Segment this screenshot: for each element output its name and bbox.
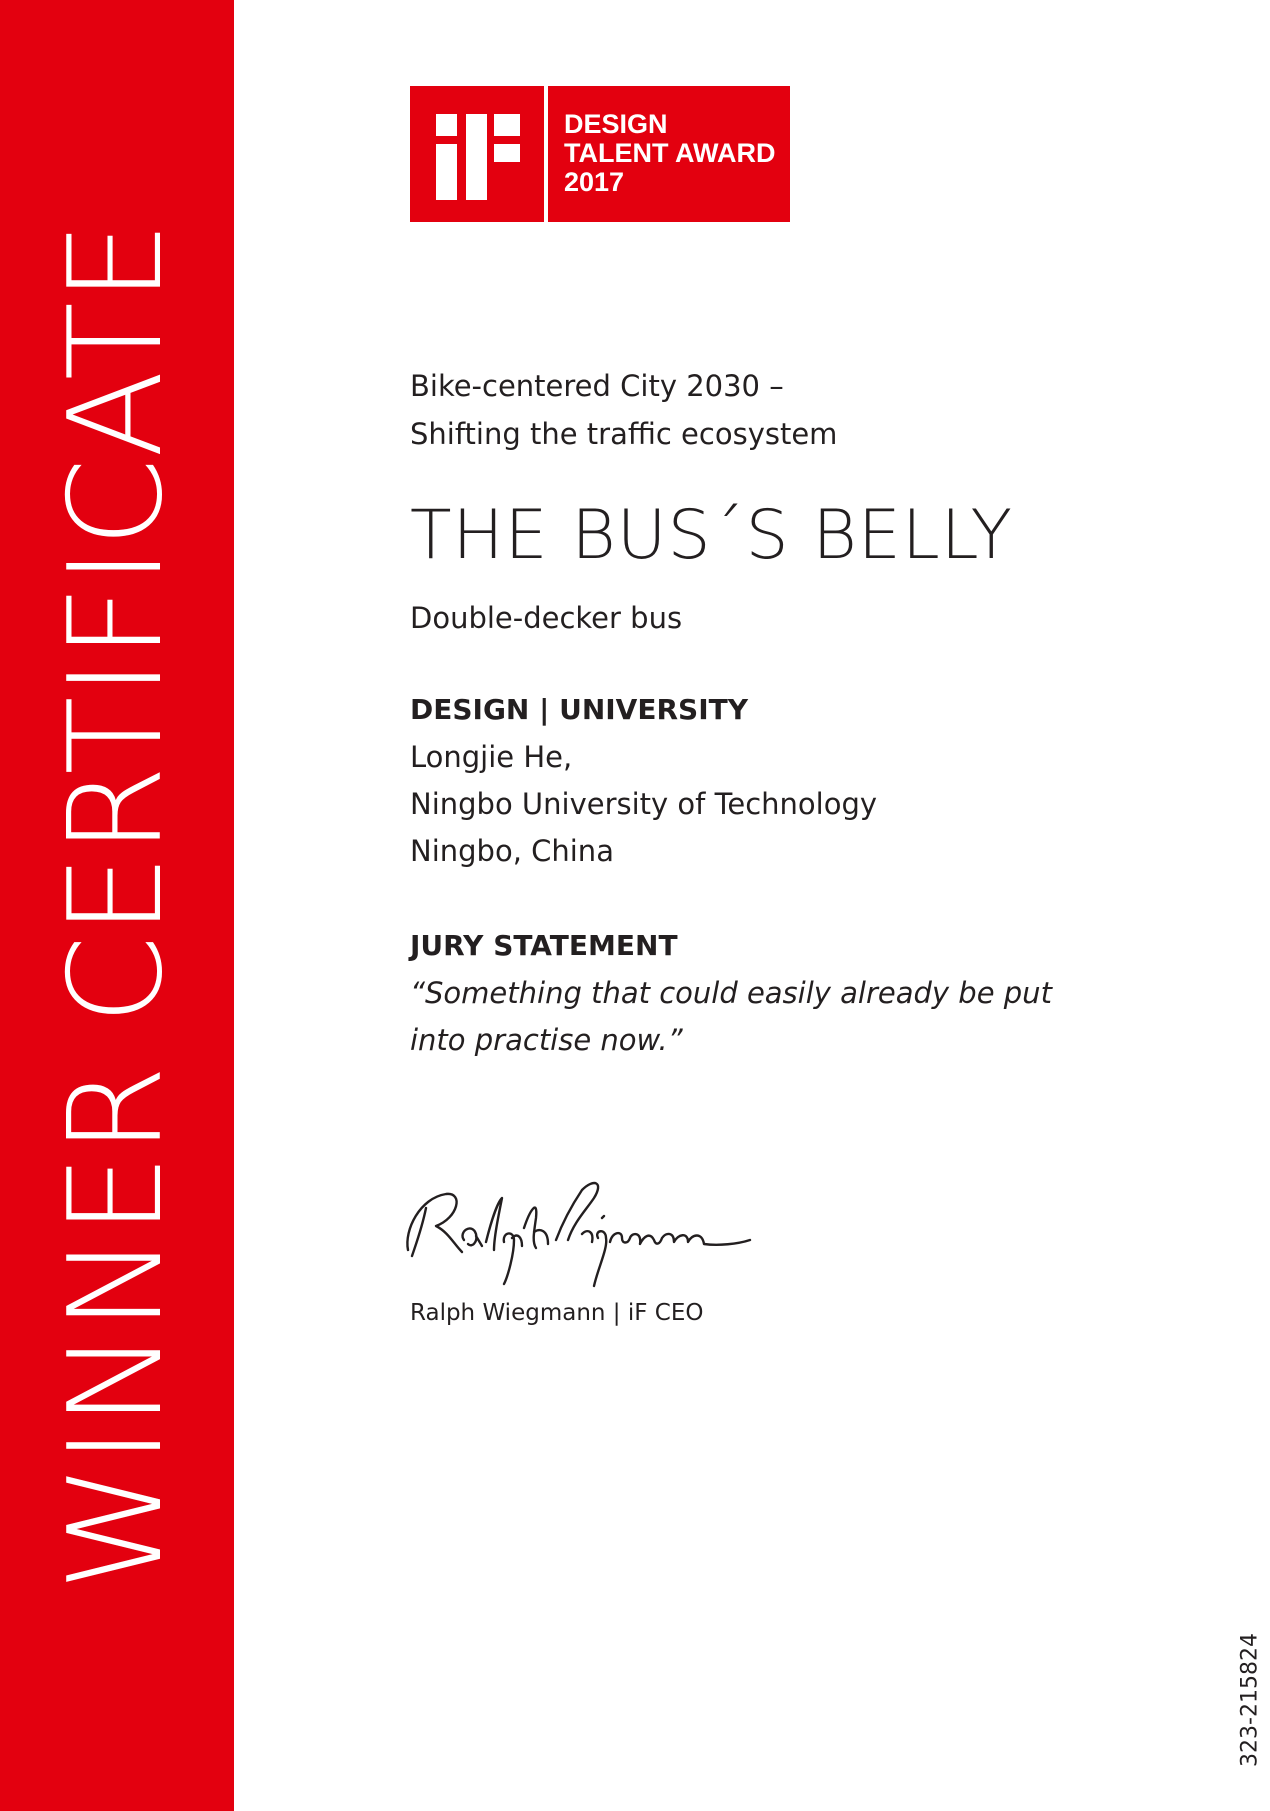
project-category: Double-decker bus (410, 601, 683, 635)
designer-line: Ningbo, China (410, 834, 614, 868)
subtitle-line: Shifting the traffic ecosystem (410, 417, 838, 451)
award-line: 2017 (564, 167, 625, 197)
jury-line: into practise now.” (410, 1023, 683, 1057)
winner-certificate-band (0, 0, 234, 1811)
document-number: 323-215824 (1237, 1633, 1263, 1767)
award-line: DESIGN (564, 109, 668, 139)
winner-certificate-title: WINNER CERTIFICATE (42, 220, 191, 1591)
jury-label: JURY STATEMENT (410, 929, 678, 962)
if-design-talent-award-logo (410, 86, 790, 222)
designer-line: Longjie He, (410, 740, 573, 774)
designer-line: Ningbo University of Technology (410, 787, 878, 821)
jury-statement (410, 970, 1052, 1064)
jury-line: “Something that could easily already be put (410, 976, 1052, 1010)
design-section (410, 690, 748, 730)
project-title: THE BUS´S BELLY (410, 496, 1014, 575)
signature-image (398, 1158, 758, 1298)
signer-caption: Ralph Wiegmann | iF CEO (410, 1300, 704, 1326)
jury-section (410, 926, 678, 966)
subtitle-line: Bike-centered City 2030 – (410, 369, 784, 403)
project-subtitle (410, 362, 837, 458)
award-name (548, 86, 790, 222)
if-logo-mark (410, 86, 544, 222)
designer-details (410, 734, 877, 875)
design-label: DESIGN | UNIVERSITY (410, 693, 748, 726)
award-line: TALENT AWARD (564, 138, 776, 168)
